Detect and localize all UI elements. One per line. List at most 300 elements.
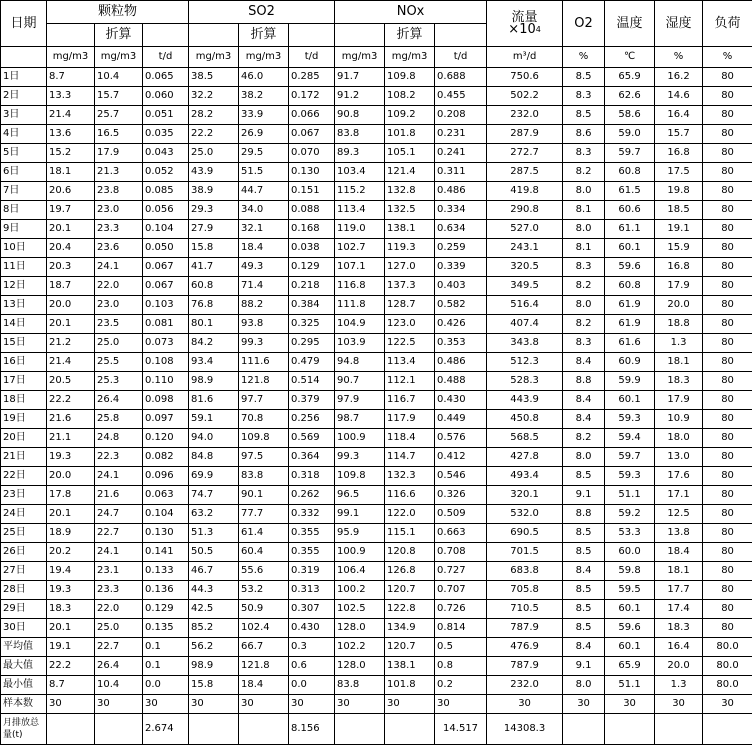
table-row bbox=[1, 448, 752, 467]
cell-particulate-td: 0.136 bbox=[143, 581, 189, 600]
cell-nox-td: 0.707 bbox=[435, 581, 487, 600]
cell-nox-td: 0.241 bbox=[435, 144, 487, 163]
cell-nox-td: 0.311 bbox=[435, 163, 487, 182]
cell-o2: 8.0 bbox=[563, 296, 605, 315]
cell-particulate-td: 0.098 bbox=[143, 391, 189, 410]
cell-nox-td: 0.412 bbox=[435, 448, 487, 467]
cell-so2-converted: 70.8 bbox=[239, 410, 289, 429]
cell-temperature: 62.6 bbox=[605, 87, 655, 106]
cell-so2: 84.8 bbox=[189, 448, 239, 467]
cell-nox: 113.4 bbox=[335, 201, 385, 220]
cell-temperature: 53.3 bbox=[605, 524, 655, 543]
table-row bbox=[1, 600, 752, 619]
cell-humidity: 16.4 bbox=[655, 638, 703, 657]
cell-so2-converted: 88.2 bbox=[239, 296, 289, 315]
cell-particulate-td: 0.050 bbox=[143, 239, 189, 258]
cell-so2: 63.2 bbox=[189, 505, 239, 524]
cell-particulate-converted: 23.8 bbox=[95, 182, 143, 201]
cell-particulate-converted: 25.5 bbox=[95, 353, 143, 372]
cell-so2-td: 0.313 bbox=[289, 581, 335, 600]
cell-so2-td: 0.295 bbox=[289, 334, 335, 353]
cell-particulate-td: 0.096 bbox=[143, 467, 189, 486]
cell-flow: 443.9 bbox=[487, 391, 563, 410]
cell-date: 8日 bbox=[1, 201, 47, 220]
cell-nox-converted: 120.8 bbox=[385, 543, 435, 562]
header-so2: SO2 bbox=[189, 1, 335, 24]
cell-nox: 83.8 bbox=[335, 676, 385, 695]
cell-so2-converted: 97.7 bbox=[239, 391, 289, 410]
cell-humidity: 1.3 bbox=[655, 676, 703, 695]
cell-nox: 96.5 bbox=[335, 486, 385, 505]
cell-temperature: 60.1 bbox=[605, 239, 655, 258]
cell-particulate-td: 0.056 bbox=[143, 201, 189, 220]
cell-date: 3日 bbox=[1, 106, 47, 125]
cell-particulate-td: 0.104 bbox=[143, 220, 189, 239]
cell-so2: 44.3 bbox=[189, 581, 239, 600]
table-cell bbox=[655, 714, 703, 745]
cell-load: 80 bbox=[703, 163, 752, 182]
cell-nox: 30 bbox=[335, 695, 385, 714]
cell-particulate-converted: 24.1 bbox=[95, 258, 143, 277]
cell-date: 20日 bbox=[1, 429, 47, 448]
cell-so2: 41.7 bbox=[189, 258, 239, 277]
table-row bbox=[1, 68, 752, 87]
cell-nox-td: 0.576 bbox=[435, 429, 487, 448]
cell-flow: 427.8 bbox=[487, 448, 563, 467]
cell-particulate-converted: 23.6 bbox=[95, 239, 143, 258]
cell-flow: 343.8 bbox=[487, 334, 563, 353]
cell-nox-td: 0.726 bbox=[435, 600, 487, 619]
table-cell bbox=[563, 714, 605, 745]
cell-so2: 27.9 bbox=[189, 220, 239, 239]
cell-flow: 287.5 bbox=[487, 163, 563, 182]
cell-particulate-td: 0.1 bbox=[143, 638, 189, 657]
cell-temperature: 65.9 bbox=[605, 68, 655, 87]
cell-so2: 59.1 bbox=[189, 410, 239, 429]
table-cell bbox=[385, 714, 435, 745]
cell-particulate-converted: 26.4 bbox=[95, 657, 143, 676]
cell-particulate-td: 0.082 bbox=[143, 448, 189, 467]
cell-flow: 787.9 bbox=[487, 657, 563, 676]
table-row bbox=[1, 125, 752, 144]
header-flow: 流量 $\times 10^4$ bbox=[487, 1, 563, 47]
cell-particulate: 13.6 bbox=[47, 125, 95, 144]
cell-particulate-converted: 22.0 bbox=[95, 600, 143, 619]
cell-nox-converted: 126.8 bbox=[385, 562, 435, 581]
cell-nox: 100.9 bbox=[335, 429, 385, 448]
summary-row bbox=[1, 638, 752, 657]
cell-load: 80 bbox=[703, 524, 752, 543]
cell-so2-converted: 83.8 bbox=[239, 467, 289, 486]
cell-o2: 8.0 bbox=[563, 676, 605, 695]
cell-particulate-td: 0.0 bbox=[143, 676, 189, 695]
cell-load: 80 bbox=[703, 372, 752, 391]
cell-date: 17日 bbox=[1, 372, 47, 391]
cell-particulate: 20.0 bbox=[47, 296, 95, 315]
cell-nox-converted: 109.8 bbox=[385, 68, 435, 87]
cell-flow: 701.5 bbox=[487, 543, 563, 562]
cell-temperature: 61.9 bbox=[605, 296, 655, 315]
cell-temperature: 60.8 bbox=[605, 163, 655, 182]
cell-date: 7日 bbox=[1, 182, 47, 201]
cell-date: 26日 bbox=[1, 543, 47, 562]
cell-nox-td: 0.546 bbox=[435, 467, 487, 486]
cell-date: 12日 bbox=[1, 277, 47, 296]
cell-nox-td: 0.449 bbox=[435, 410, 487, 429]
cell-flow: 407.4 bbox=[487, 315, 563, 334]
cell-nox-converted: 138.1 bbox=[385, 220, 435, 239]
cell-o2: 9.1 bbox=[563, 486, 605, 505]
cell-nox-td: 0.486 bbox=[435, 353, 487, 372]
cell-particulate-converted: 22.0 bbox=[95, 277, 143, 296]
cell-particulate: 22.2 bbox=[47, 657, 95, 676]
cell-flow: 527.0 bbox=[487, 220, 563, 239]
cell-particulate-td: 0.073 bbox=[143, 334, 189, 353]
cell-so2-converted: 77.7 bbox=[239, 505, 289, 524]
cell-flow: 320.1 bbox=[487, 486, 563, 505]
cell-particulate-td: 0.129 bbox=[143, 600, 189, 619]
cell-nox-td: 0.688 bbox=[435, 68, 487, 87]
cell-so2: 25.0 bbox=[189, 144, 239, 163]
cell-humidity: 18.4 bbox=[655, 543, 703, 562]
cell-particulate: 30 bbox=[47, 695, 95, 714]
cell-so2-td: 0.070 bbox=[289, 144, 335, 163]
cell-load: 80 bbox=[703, 182, 752, 201]
cell-particulate: 22.2 bbox=[47, 391, 95, 410]
cell-temperature: 58.6 bbox=[605, 106, 655, 125]
cell-temperature: 51.1 bbox=[605, 486, 655, 505]
cell-particulate: 8.7 bbox=[47, 68, 95, 87]
cell-so2: 85.2 bbox=[189, 619, 239, 638]
cell-flow: 787.9 bbox=[487, 619, 563, 638]
cell-so2-td: 0.151 bbox=[289, 182, 335, 201]
cell-so2-converted: 18.4 bbox=[239, 676, 289, 695]
cell-nox-td: 0.339 bbox=[435, 258, 487, 277]
cell-nox: 103.9 bbox=[335, 334, 385, 353]
header-load: 负荷 bbox=[703, 1, 752, 47]
cell-load: 80.0 bbox=[703, 676, 752, 695]
cell-o2: 30 bbox=[563, 695, 605, 714]
cell-so2-converted: 66.7 bbox=[239, 638, 289, 657]
cell-so2-converted: 49.3 bbox=[239, 258, 289, 277]
cell-particulate-converted: 21.6 bbox=[95, 486, 143, 505]
cell-humidity: 15.7 bbox=[655, 125, 703, 144]
cell-o2: 8.5 bbox=[563, 543, 605, 562]
cell-load: 80 bbox=[703, 239, 752, 258]
cell-particulate-td: 0.035 bbox=[143, 125, 189, 144]
cell-so2-converted: 90.1 bbox=[239, 486, 289, 505]
cell-humidity: 19.8 bbox=[655, 182, 703, 201]
cell-particulate-td: 0.060 bbox=[143, 87, 189, 106]
header-date: 日期 bbox=[1, 1, 47, 47]
cell-particulate-td: 0.063 bbox=[143, 486, 189, 505]
cell-particulate: 20.4 bbox=[47, 239, 95, 258]
cell-so2-converted: 51.5 bbox=[239, 163, 289, 182]
table-row bbox=[1, 258, 752, 277]
cell-so2-td: 0.285 bbox=[289, 68, 335, 87]
cell-particulate: 8.7 bbox=[47, 676, 95, 695]
cell-flow: 290.8 bbox=[487, 201, 563, 220]
cell-load: 80 bbox=[703, 562, 752, 581]
unit-pct: % bbox=[655, 47, 703, 68]
cell-particulate-converted: 10.4 bbox=[95, 676, 143, 695]
cell-particulate-td: 0.103 bbox=[143, 296, 189, 315]
unit-conc: mg/m3 bbox=[385, 47, 435, 68]
cell-particulate: 20.1 bbox=[47, 619, 95, 638]
cell-humidity: 20.0 bbox=[655, 657, 703, 676]
cell-so2-td: 30 bbox=[289, 695, 335, 714]
cell-load: 80 bbox=[703, 467, 752, 486]
cell-temperature: 30 bbox=[605, 695, 655, 714]
cell-flow: 683.8 bbox=[487, 562, 563, 581]
cell-o2: 8.0 bbox=[563, 220, 605, 239]
cell-so2-td: 0.355 bbox=[289, 524, 335, 543]
cell-particulate-td: 0.052 bbox=[143, 163, 189, 182]
cell-so2: 43.9 bbox=[189, 163, 239, 182]
cell-so2-td: 0.088 bbox=[289, 201, 335, 220]
cell-so2: 93.4 bbox=[189, 353, 239, 372]
cell-o2: 8.3 bbox=[563, 258, 605, 277]
cell-particulate: 19.1 bbox=[47, 638, 95, 657]
cell-nox: 91.7 bbox=[335, 68, 385, 87]
table-cell bbox=[95, 714, 143, 745]
cell-nox-converted: 122.8 bbox=[385, 600, 435, 619]
cell-particulate-converted: 16.5 bbox=[95, 125, 143, 144]
cell-o2: 8.0 bbox=[563, 448, 605, 467]
cell-particulate: 20.6 bbox=[47, 182, 95, 201]
total-particulate: 2.674 bbox=[143, 714, 189, 745]
cell-nox: 102.2 bbox=[335, 638, 385, 657]
cell-temperature: 51.1 bbox=[605, 676, 655, 695]
cell-humidity: 18.3 bbox=[655, 372, 703, 391]
cell-humidity: 17.9 bbox=[655, 277, 703, 296]
header-nox-converted: 折算 bbox=[385, 24, 435, 47]
cell-nox-td: 0.488 bbox=[435, 372, 487, 391]
unit-deg: ℃ bbox=[605, 47, 655, 68]
cell-nox: 97.9 bbox=[335, 391, 385, 410]
cell-o2: 8.2 bbox=[563, 277, 605, 296]
cell-load: 80 bbox=[703, 296, 752, 315]
cell-nox-converted: 118.4 bbox=[385, 429, 435, 448]
unit-pct: % bbox=[703, 47, 752, 68]
cell-date: 28日 bbox=[1, 581, 47, 600]
cell-o2: 8.4 bbox=[563, 562, 605, 581]
cell-particulate-td: 0.067 bbox=[143, 258, 189, 277]
cell-temperature: 60.6 bbox=[605, 201, 655, 220]
cell-load: 80 bbox=[703, 334, 752, 353]
cell-particulate: 15.2 bbox=[47, 144, 95, 163]
cell-o2: 8.0 bbox=[563, 182, 605, 201]
cell-nox-converted: 138.1 bbox=[385, 657, 435, 676]
cell-particulate: 18.7 bbox=[47, 277, 95, 296]
cell-load: 80 bbox=[703, 391, 752, 410]
summary-row bbox=[1, 657, 752, 676]
cell-temperature: 65.9 bbox=[605, 657, 655, 676]
cell-load: 80 bbox=[703, 353, 752, 372]
cell-particulate: 18.9 bbox=[47, 524, 95, 543]
cell-o2: 8.5 bbox=[563, 524, 605, 543]
cell-date: 18日 bbox=[1, 391, 47, 410]
cell-humidity: 13.8 bbox=[655, 524, 703, 543]
table-row bbox=[1, 505, 752, 524]
cell-so2: 60.8 bbox=[189, 277, 239, 296]
cell-so2: 32.2 bbox=[189, 87, 239, 106]
cell-date: 最大值 bbox=[1, 657, 47, 676]
cell-particulate: 20.1 bbox=[47, 315, 95, 334]
cell-nox-converted: 101.8 bbox=[385, 125, 435, 144]
cell-o2: 8.8 bbox=[563, 505, 605, 524]
cell-temperature: 59.7 bbox=[605, 448, 655, 467]
cell-so2-td: 0.307 bbox=[289, 600, 335, 619]
table-row bbox=[1, 277, 752, 296]
cell-so2: 42.5 bbox=[189, 600, 239, 619]
cell-humidity: 18.1 bbox=[655, 562, 703, 581]
cell-load: 80 bbox=[703, 125, 752, 144]
cell-particulate-td: 0.051 bbox=[143, 106, 189, 125]
cell-o2: 9.1 bbox=[563, 657, 605, 676]
cell-temperature: 61.9 bbox=[605, 315, 655, 334]
header-blank bbox=[335, 24, 385, 47]
cell-load: 80 bbox=[703, 543, 752, 562]
cell-flow: 710.5 bbox=[487, 600, 563, 619]
cell-nox-converted: 127.0 bbox=[385, 258, 435, 277]
cell-temperature: 59.8 bbox=[605, 562, 655, 581]
cell-nox-converted: 134.9 bbox=[385, 619, 435, 638]
cell-o2: 8.2 bbox=[563, 429, 605, 448]
cell-particulate-converted: 21.3 bbox=[95, 163, 143, 182]
cell-particulate-td: 0.130 bbox=[143, 524, 189, 543]
cell-particulate-converted: 30 bbox=[95, 695, 143, 714]
cell-date: 22日 bbox=[1, 467, 47, 486]
cell-so2-converted: 46.0 bbox=[239, 68, 289, 87]
cell-load: 80.0 bbox=[703, 638, 752, 657]
table-row bbox=[1, 315, 752, 334]
header-blank bbox=[189, 24, 239, 47]
cell-so2-td: 0.379 bbox=[289, 391, 335, 410]
cell-nox: 99.1 bbox=[335, 505, 385, 524]
cell-particulate-converted: 23.1 bbox=[95, 562, 143, 581]
total-row bbox=[1, 714, 752, 745]
cell-nox-td: 0.259 bbox=[435, 239, 487, 258]
cell-humidity: 17.4 bbox=[655, 600, 703, 619]
cell-so2-converted: 26.9 bbox=[239, 125, 289, 144]
table-cell bbox=[239, 714, 289, 745]
cell-flow: 232.0 bbox=[487, 676, 563, 695]
cell-nox-converted: 114.7 bbox=[385, 448, 435, 467]
cell-so2: 50.5 bbox=[189, 543, 239, 562]
cell-load: 80 bbox=[703, 410, 752, 429]
cell-so2: 69.9 bbox=[189, 467, 239, 486]
unit-conc: mg/m3 bbox=[335, 47, 385, 68]
table-row bbox=[1, 87, 752, 106]
cell-particulate: 13.3 bbox=[47, 87, 95, 106]
cell-flow: 232.0 bbox=[487, 106, 563, 125]
cell-humidity: 17.9 bbox=[655, 391, 703, 410]
cell-nox: 109.8 bbox=[335, 467, 385, 486]
table-row bbox=[1, 220, 752, 239]
header-particulate: 颗粒物 bbox=[47, 1, 189, 24]
cell-load: 80 bbox=[703, 429, 752, 448]
cell-o2: 8.4 bbox=[563, 638, 605, 657]
cell-particulate-converted: 23.0 bbox=[95, 296, 143, 315]
cell-so2: 38.9 bbox=[189, 182, 239, 201]
cell-nox-converted: 137.3 bbox=[385, 277, 435, 296]
cell-nox-td: 0.326 bbox=[435, 486, 487, 505]
cell-nox-converted: 123.0 bbox=[385, 315, 435, 334]
cell-nox: 99.3 bbox=[335, 448, 385, 467]
cell-load: 80 bbox=[703, 619, 752, 638]
cell-date: 21日 bbox=[1, 448, 47, 467]
cell-so2-td: 0.0 bbox=[289, 676, 335, 695]
cell-particulate: 19.3 bbox=[47, 581, 95, 600]
cell-nox: 94.8 bbox=[335, 353, 385, 372]
cell-so2-converted: 121.8 bbox=[239, 372, 289, 391]
cell-flow: 349.5 bbox=[487, 277, 563, 296]
table-row bbox=[1, 467, 752, 486]
cell-so2-td: 0.067 bbox=[289, 125, 335, 144]
cell-so2-td: 0.168 bbox=[289, 220, 335, 239]
cell-temperature: 60.1 bbox=[605, 600, 655, 619]
table-cell bbox=[703, 714, 752, 745]
cell-date: 5日 bbox=[1, 144, 47, 163]
cell-nox-converted: 121.4 bbox=[385, 163, 435, 182]
cell-particulate-td: 0.097 bbox=[143, 410, 189, 429]
header-particulate-converted: 折算 bbox=[95, 24, 143, 47]
cell-so2-converted: 44.7 bbox=[239, 182, 289, 201]
cell-flow: 493.4 bbox=[487, 467, 563, 486]
cell-nox: 89.3 bbox=[335, 144, 385, 163]
cell-so2-td: 0.430 bbox=[289, 619, 335, 638]
cell-so2: 30 bbox=[189, 695, 239, 714]
cell-o2: 8.5 bbox=[563, 619, 605, 638]
cell-particulate-converted: 24.8 bbox=[95, 429, 143, 448]
cell-so2-td: 0.256 bbox=[289, 410, 335, 429]
cell-so2: 22.2 bbox=[189, 125, 239, 144]
header-temperature: 温度 bbox=[605, 1, 655, 47]
cell-so2-converted: 38.2 bbox=[239, 87, 289, 106]
cell-nox: 128.0 bbox=[335, 657, 385, 676]
cell-humidity: 12.5 bbox=[655, 505, 703, 524]
cell-humidity: 17.6 bbox=[655, 467, 703, 486]
cell-nox: 115.2 bbox=[335, 182, 385, 201]
cell-humidity: 17.7 bbox=[655, 581, 703, 600]
cell-date: 29日 bbox=[1, 600, 47, 619]
cell-nox: 111.8 bbox=[335, 296, 385, 315]
cell-so2-converted: 53.2 bbox=[239, 581, 289, 600]
cell-nox-converted: 115.1 bbox=[385, 524, 435, 543]
cell-so2: 38.5 bbox=[189, 68, 239, 87]
cell-nox: 83.8 bbox=[335, 125, 385, 144]
cell-particulate-td: 0.067 bbox=[143, 277, 189, 296]
cell-date: 10日 bbox=[1, 239, 47, 258]
cell-so2-td: 0.172 bbox=[289, 87, 335, 106]
cell-humidity: 20.0 bbox=[655, 296, 703, 315]
cell-nox-converted: 30 bbox=[385, 695, 435, 714]
cell-temperature: 59.3 bbox=[605, 467, 655, 486]
table-row bbox=[1, 391, 752, 410]
cell-so2-converted: 29.5 bbox=[239, 144, 289, 163]
table-row bbox=[1, 372, 752, 391]
cell-so2-converted: 30 bbox=[239, 695, 289, 714]
cell-nox-td: 0.403 bbox=[435, 277, 487, 296]
cell-particulate: 20.1 bbox=[47, 505, 95, 524]
cell-particulate-td: 0.104 bbox=[143, 505, 189, 524]
total-nox: 14.517 bbox=[435, 714, 487, 745]
cell-o2: 8.2 bbox=[563, 315, 605, 334]
header-blank bbox=[289, 24, 335, 47]
cell-temperature: 59.2 bbox=[605, 505, 655, 524]
cell-load: 80.0 bbox=[703, 657, 752, 676]
